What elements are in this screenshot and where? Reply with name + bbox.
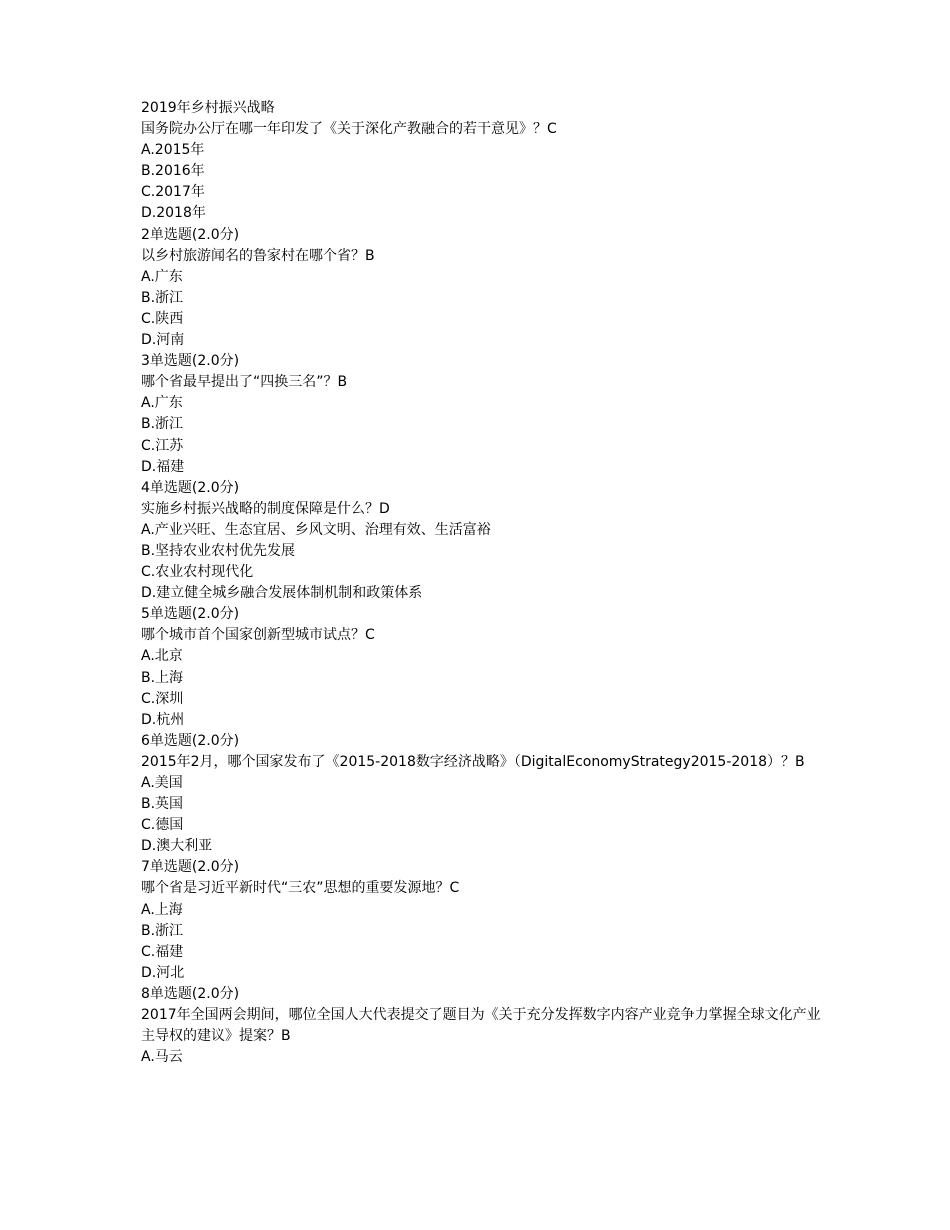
question-stem: 哪个省最早提出了“四换三名”？B — [141, 374, 348, 391]
question-list — [141, 119, 831, 1068]
question-header: 7单选题(2.0分) — [141, 859, 240, 876]
answer-option: B.英国 — [141, 796, 184, 813]
question-stem: 2017年全国两会期间，哪位全国人大代表提交了题目为《关于充分发挥数字内容产业竞争力掌握全球文化产业主导权的建议》提案？B — [141, 1007, 821, 1045]
question-stem: 国务院办公厅在哪一年印发了《关于深化产教融合的若干意见》？C — [141, 121, 557, 138]
answer-option: C.深圳 — [141, 690, 184, 707]
answer-option: B.浙江 — [141, 922, 184, 939]
question-header: 4单选题(2.0分) — [141, 479, 240, 496]
question-header: 3单选题(2.0分) — [141, 353, 240, 370]
answer-option: A.广东 — [141, 395, 183, 412]
answer-option: A.产业兴旺、生态宜居、乡风文明、治理有效、生活富裕 — [141, 521, 491, 538]
question-stem: 2015年2月，哪个国家发布了《2015-2018数字经济战略》（DigitalEconomyStrategy2015-2018）？B — [141, 753, 805, 770]
question-block — [141, 857, 831, 984]
answer-option: D.2018年 — [141, 205, 206, 222]
question-block — [141, 478, 831, 605]
document-page — [141, 98, 831, 1068]
answer-option: C.2017年 — [141, 184, 205, 201]
answer-option: A.广东 — [141, 268, 183, 285]
answer-option: A.北京 — [141, 648, 183, 665]
answer-option: B.浙江 — [141, 416, 184, 433]
answer-option: D.杭州 — [141, 711, 185, 728]
question-stem: 以乡村旅游闻名的鲁家村在哪个省？B — [141, 247, 375, 264]
answer-option: B.浙江 — [141, 289, 184, 306]
question-header: 6单选题(2.0分) — [141, 732, 240, 749]
answer-option: C.江苏 — [141, 437, 184, 454]
answer-option: D.福建 — [141, 458, 185, 475]
answer-option: D.澳大利亚 — [141, 838, 213, 855]
answer-option: C.陕西 — [141, 310, 184, 327]
answer-option: D.河南 — [141, 332, 185, 349]
question-header: 2单选题(2.0分) — [141, 226, 240, 243]
question-block — [141, 731, 831, 858]
answer-option: A.马云 — [141, 1049, 183, 1066]
answer-option: A.上海 — [141, 901, 183, 918]
answer-option: C.福建 — [141, 943, 184, 960]
question-header: 8单选题(2.0分) — [141, 985, 240, 1002]
question-block — [141, 119, 831, 224]
answer-option: B.坚持农业农村优先发展 — [141, 542, 296, 559]
question-header: 5单选题(2.0分) — [141, 606, 240, 623]
question-stem: 哪个城市首个国家创新型城市试点？C — [141, 627, 375, 644]
answer-option: D.河北 — [141, 964, 185, 981]
answer-option: A.2015年 — [141, 142, 205, 159]
answer-option: D.建立健全城乡融合发展体制机制和政策体系 — [141, 585, 423, 602]
answer-option: C.德国 — [141, 817, 184, 834]
question-block — [141, 351, 831, 478]
question-block — [141, 225, 831, 352]
document-title: 2019年乡村振兴战略 — [141, 100, 275, 116]
answer-option: B.上海 — [141, 669, 184, 686]
question-block — [141, 984, 831, 1068]
question-block — [141, 604, 831, 731]
question-stem: 哪个省是习近平新时代“三农”思想的重要发源地？C — [141, 880, 460, 897]
answer-option: B.2016年 — [141, 163, 205, 180]
answer-option: C.农业农村现代化 — [141, 564, 254, 581]
question-stem: 实施乡村振兴战略的制度保障是什么？D — [141, 500, 390, 517]
answer-option: A.美国 — [141, 775, 183, 791]
